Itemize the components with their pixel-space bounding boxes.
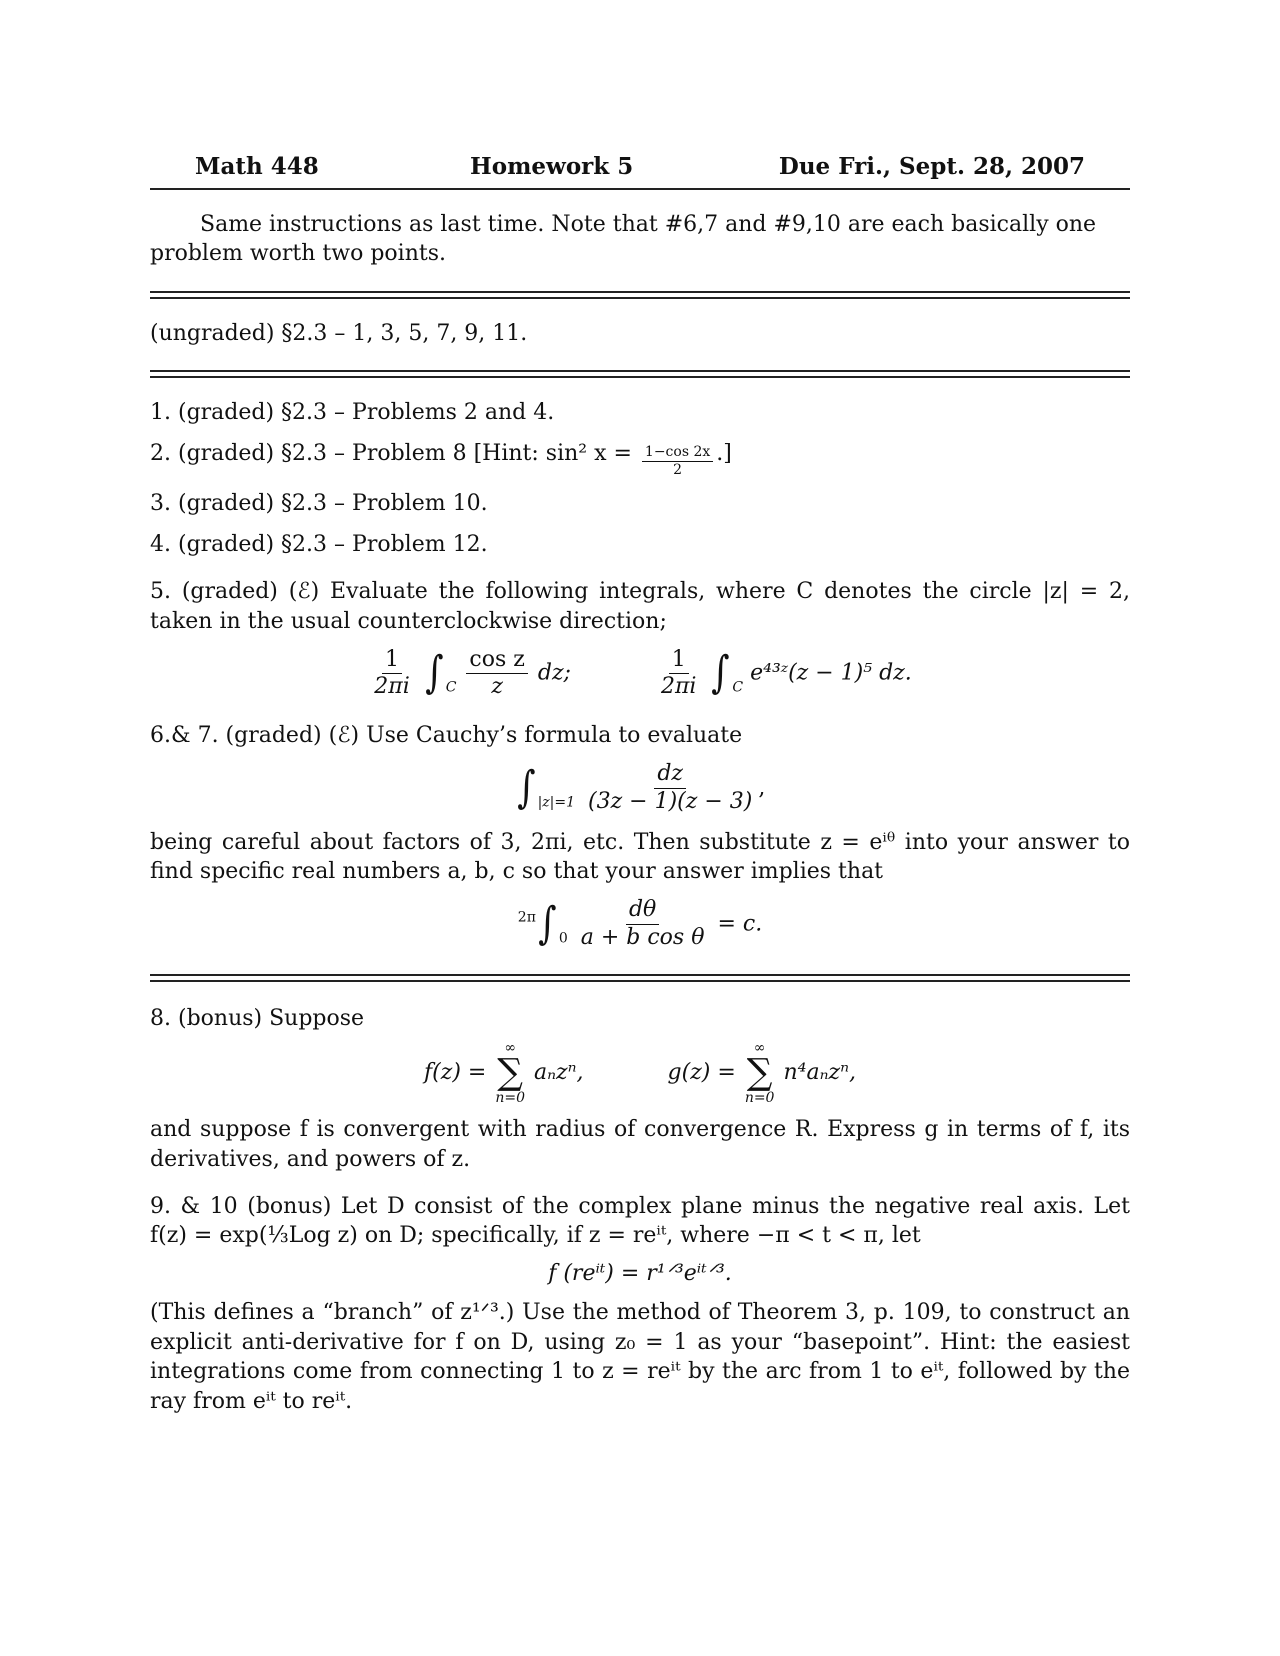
integral-display: ∫ $_{|z|=1}$ $\frac{dz}{(3z - 1)(z - 3)}$ , [150, 759, 1130, 818]
problem-8 [150, 1004, 1130, 1174]
graded-list [150, 398, 1130, 559]
fraction-numerator: 1 [382, 647, 402, 674]
fraction-denominator: z [491, 674, 503, 700]
series-display [150, 1041, 1130, 1105]
upper-limit: 2π [517, 909, 536, 926]
summation-icon: ∞ ∑ n=0 [495, 1040, 525, 1107]
list-item: 1. (graded) §2.3 – Problems 2 and 4. [150, 400, 555, 426]
list-item: 3. (graded) §2.3 – Problem 10. [150, 491, 488, 517]
integral-sign-icon: ∫ [425, 647, 444, 699]
series-term: n⁴aₙzⁿ, [783, 1060, 856, 1086]
g-definition: g(z) = [667, 1060, 736, 1086]
contour-label: |z|=1 [537, 794, 576, 811]
fraction-denominator: 2 [673, 461, 683, 478]
problem-5 [150, 577, 1130, 703]
prefactor [371, 647, 413, 701]
integrand [578, 897, 708, 951]
contour-label: C [732, 679, 744, 696]
fraction-denominator: a + b cos θ [580, 924, 705, 950]
fraction-numerator: 1 [669, 647, 689, 674]
fraction-denominator: 2πi [660, 674, 697, 700]
integrand [466, 647, 527, 701]
integrand: e⁴³ᶻ(z − 1)⁵ dz. [750, 660, 912, 686]
integrand [585, 761, 755, 815]
equation-rhs: = c. [717, 911, 763, 937]
problem-text: 5. (graded) (ℰ) Evaluate the following integrals, where C denotes the circle |z| = 2, taken in the usual counterclockwise direction; [150, 579, 1130, 634]
branch-definition: f (reⁱᵗ) = r¹ᐟ³eⁱᵗᐟ³. [548, 1260, 732, 1286]
double-rule [150, 370, 1130, 378]
double-rule [150, 974, 1130, 982]
problem-text: 6.& 7. (graded) (ℰ) Use Cauchy’s formula to evaluate [150, 723, 743, 749]
summation-icon: ∞ ∑ n=0 [744, 1040, 775, 1107]
f-definition: f(z) = [424, 1060, 487, 1086]
integral-display [150, 895, 1130, 954]
integral-sign-icon: ∫ [538, 897, 557, 949]
list-item: 4. (graded) §2.3 – Problem 12. [150, 531, 488, 557]
sum-upper: ∞ [753, 1040, 766, 1057]
intro-text: Same instructions as last time. Note that #6,7 and #9,10 are each basically one problem worth two points. [150, 212, 1097, 267]
problem-text: (This defines a “branch” of z¹ᐟ³.) Use the method of Theorem 3, p. 109, to construct an explicit anti-derivative for f on D, using z₀ = 1 as your “basepoint”. Hint: the easiest integrations come from connecting 1 to z = reⁱᵗ by the arc from 1 to eⁱᵗ, followed by the ray from eⁱᵗ to reⁱᵗ. [150, 1300, 1130, 1414]
fraction-numerator: cos z [466, 647, 527, 674]
ungraded-line: (ungraded) §2.3 – 1, 3, 5, 7, 9, 11. [150, 320, 528, 346]
due-date: Due Fri., Sept. 28, 2007 [778, 153, 1085, 180]
integral-display [150, 644, 1130, 703]
differential: dz; [537, 660, 571, 686]
problem-6-7 [150, 721, 1130, 953]
lower-limit: 0 [558, 930, 568, 947]
problem-text: and suppose f is convergent with radius of convergence R. Express g in terms of f, its derivatives, and powers of z. [150, 1117, 1130, 1172]
homework-page [150, 140, 1130, 1416]
fraction-denominator: 2πi [374, 674, 410, 700]
problem-9-10 [150, 1192, 1130, 1416]
contour-label: C [445, 679, 457, 696]
double-rule [150, 291, 1130, 299]
sum-lower: n=0 [495, 1090, 525, 1107]
homework-title: Homework 5 [470, 153, 634, 180]
problem-text: being careful about factors of 3, 2πi, etc. Then substitute z = eⁱᶿ into your answer to find specific real numbers a, b, c so that your answer implies that [150, 829, 1130, 885]
hint-fraction [642, 444, 713, 479]
fraction-numerator: 1−cos 2x [642, 444, 713, 462]
fraction-denominator: (3z − 1)(z − 3) [588, 788, 753, 814]
prefactor [658, 647, 700, 701]
page-header [150, 140, 1130, 188]
problem-text: 9. & 10 (bonus) Let D consist of the complex plane minus the negative real axis. Let f(z) = exp(⅓Log z) on D; specifically, if z = reⁱᵗ, where −π < t < π, let [150, 1194, 1130, 1249]
list-item-text: 2. (graded) §2.3 – Problem 8 [Hint: sin² x = [150, 440, 639, 466]
sum-upper: ∞ [504, 1040, 516, 1057]
course-label: Math 448 [195, 153, 319, 180]
integral-sign-icon: ∫ [516, 761, 536, 813]
sum-lower: n=0 [744, 1090, 775, 1107]
integral-sign-icon: ∫ [711, 647, 731, 699]
fraction-numerator: dθ [626, 897, 659, 924]
header-rule [150, 188, 1130, 190]
series-term: aₙzⁿ, [533, 1060, 584, 1086]
fraction-numerator: dz [654, 761, 686, 788]
problem-text: 8. (bonus) Suppose [150, 1005, 365, 1031]
list-item: 2. (graded) §2.3 – Problem 8 [Hint: sin² x = $\frac{1-\cos 2x}{2}$ .] [150, 440, 732, 478]
